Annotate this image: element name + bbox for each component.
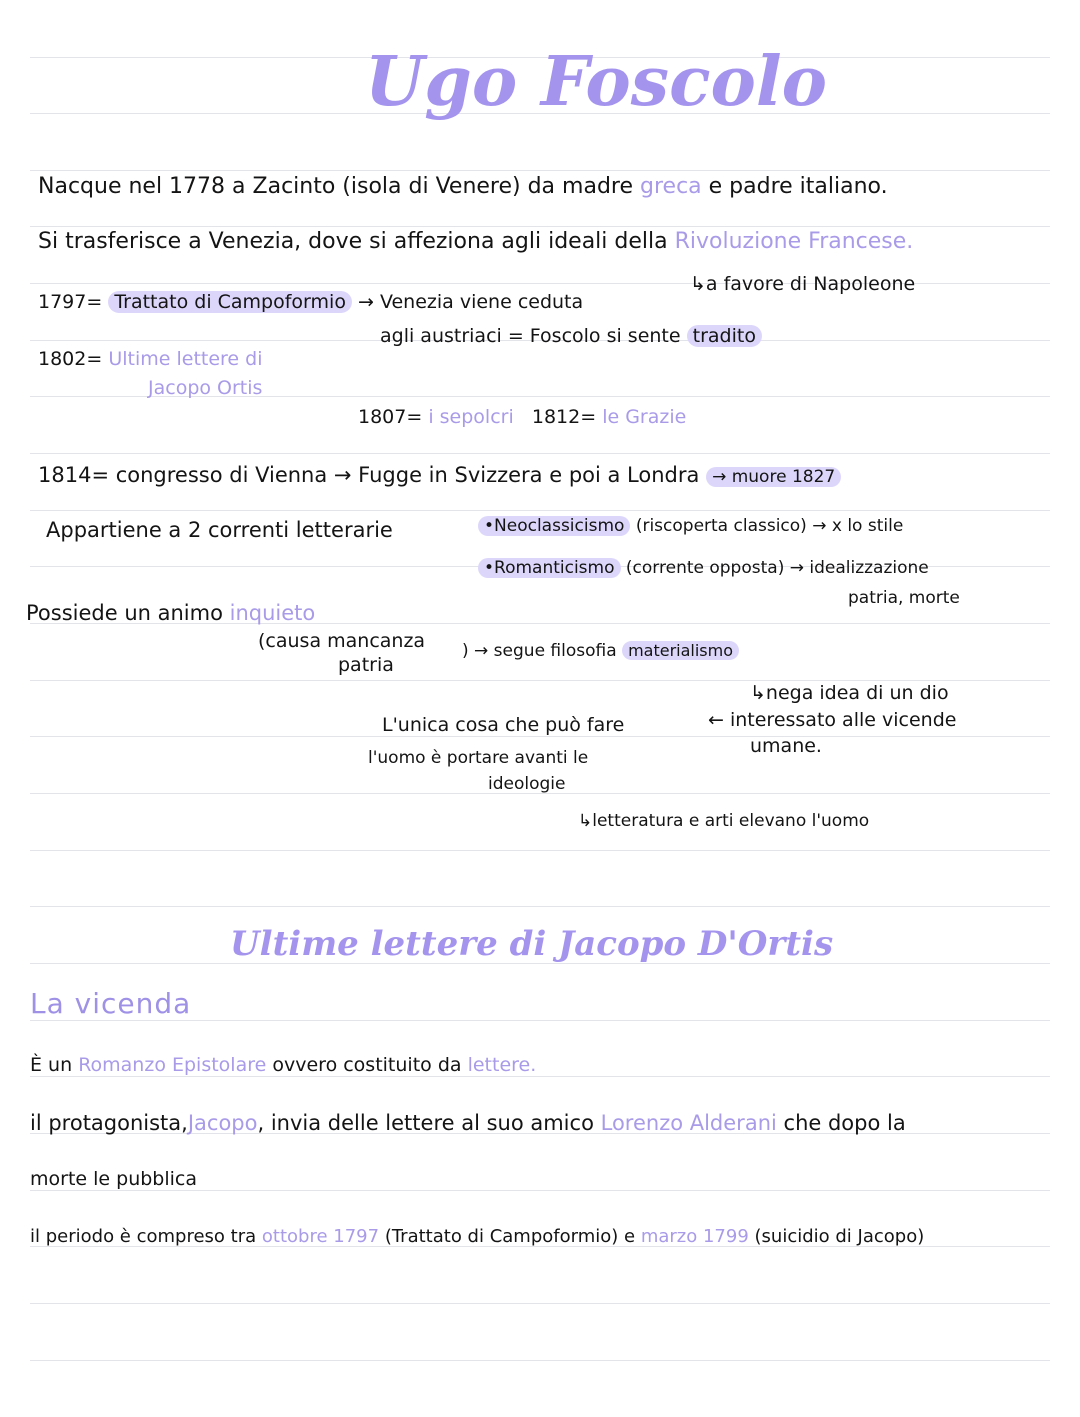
campoformio-arrow: → bbox=[357, 291, 374, 313]
vienna-muore: → muore 1827 bbox=[706, 467, 841, 487]
romanticismo-desc2: patria, morte bbox=[848, 588, 960, 608]
correnti-text: Appartiene a 2 correnti letterarie bbox=[46, 518, 393, 542]
ortis-title-2: Jacopo Ortis bbox=[148, 377, 263, 399]
birth-text: Nacque nel 1778 a Zacinto (isola di Venere) da madre bbox=[38, 174, 634, 199]
p1-romanzo: Romanzo Epistolare bbox=[78, 1054, 267, 1076]
campoformio-austriaci: agli austriaci = Foscolo si sente bbox=[380, 325, 681, 347]
grazie-date: 1812= bbox=[531, 406, 597, 428]
campoformio-tradito: tradito bbox=[687, 325, 762, 347]
neoclassicismo-line bbox=[478, 518, 903, 535]
p4-marzo: marzo 1799 bbox=[640, 1226, 749, 1247]
p4-ottobre: ottobre 1797 bbox=[261, 1226, 380, 1247]
ortis-line1 bbox=[38, 350, 263, 369]
campoformio-venezia: Venezia viene ceduta bbox=[379, 291, 584, 313]
romanticismo-desc: (corrente opposta) → idealizzazione bbox=[625, 558, 929, 578]
p4-c: (suicidio di Jacopo) bbox=[754, 1226, 925, 1247]
sepolcri: i sepolcri bbox=[428, 406, 514, 428]
works-line bbox=[358, 408, 686, 427]
unica-cosa-3: ideologie bbox=[488, 774, 566, 794]
p1-a: È un bbox=[30, 1054, 73, 1076]
favore-napoleone: ↳a favore di Napoleone bbox=[690, 273, 916, 295]
campoformio-trattato: Trattato di Campoformio bbox=[108, 291, 352, 313]
filosofia-line bbox=[462, 643, 739, 660]
nega-dio: ↳nega idea di un dio bbox=[750, 682, 949, 704]
page-title: Ugo Foscolo bbox=[365, 42, 828, 122]
venezia-line bbox=[38, 231, 913, 253]
causa-patria: patria bbox=[338, 654, 394, 676]
neoclassicismo: •Neoclassicismo bbox=[478, 516, 630, 536]
p2-b: , invia delle lettere al suo amico bbox=[257, 1111, 594, 1135]
vienna-text: 1814= congresso di Vienna → Fugge in Svizzera e poi a Londra bbox=[38, 463, 700, 487]
unica-cosa-2: l'uomo è portare avanti le bbox=[368, 748, 589, 768]
unica-cosa-1: L'unica cosa che può fare bbox=[382, 714, 625, 736]
campoformio-line bbox=[38, 293, 583, 312]
p2-c: che dopo la bbox=[783, 1111, 906, 1135]
p1-lettere: lettere. bbox=[467, 1054, 537, 1076]
paragraph-4 bbox=[30, 1228, 924, 1246]
animo-text: Possiede un animo bbox=[26, 601, 223, 625]
venezia-text: Si trasferisce a Venezia, dove si affeziona agli ideali della bbox=[38, 229, 668, 254]
p2-lorenzo: Lorenzo Alderani bbox=[600, 1111, 777, 1135]
grazie: le Grazie bbox=[602, 406, 687, 428]
ortis-title-1: Ultime lettere di bbox=[108, 348, 263, 370]
romanticismo-line bbox=[478, 560, 929, 577]
neoclassicismo-desc: (riscoperta classico) → x lo stile bbox=[635, 516, 904, 536]
section-title: Ultime lettere di Jacopo D'Ortis bbox=[230, 924, 834, 964]
romanticismo: •Romanticismo bbox=[478, 558, 621, 578]
paragraph-2 bbox=[30, 1113, 906, 1134]
birth-line bbox=[38, 176, 888, 198]
campoformio-date: 1797= bbox=[38, 291, 103, 313]
letteratura-arti: ↳letteratura e arti elevano l'uomo bbox=[578, 811, 870, 831]
p2-jacopo: Jacopo bbox=[187, 1111, 258, 1135]
interessato-vicende: ← interessato alle vicende bbox=[708, 709, 957, 731]
birth-greca: greca bbox=[640, 174, 702, 199]
causa-mancanza: (causa mancanza bbox=[258, 630, 426, 652]
vicende-umane: umane. bbox=[750, 735, 822, 757]
p1-b: ovvero costituito da bbox=[272, 1054, 462, 1076]
p4-b: (Trattato di Campoformio) e bbox=[384, 1226, 636, 1247]
p2-a: il protagonista, bbox=[30, 1111, 188, 1135]
animo-line bbox=[26, 603, 315, 624]
vienna-line bbox=[38, 465, 841, 486]
rivoluzione-francese: Rivoluzione Francese. bbox=[674, 229, 914, 254]
animo-inquieto: inquieto bbox=[229, 601, 316, 625]
campoformio-line2 bbox=[380, 327, 762, 346]
sepolcri-date: 1807= bbox=[358, 406, 423, 428]
birth-text-end: e padre italiano. bbox=[708, 174, 888, 199]
paragraph-1 bbox=[30, 1056, 536, 1075]
p4-a: il periodo è compreso tra bbox=[30, 1226, 257, 1247]
segue-filosofia: ) → segue filosofia bbox=[462, 641, 617, 661]
paragraph-3: morte le pubblica bbox=[30, 1168, 198, 1190]
ortis-date: 1802= bbox=[38, 348, 103, 370]
materialismo: materialismo bbox=[622, 641, 739, 660]
section-heading: La vicenda bbox=[30, 987, 192, 1020]
